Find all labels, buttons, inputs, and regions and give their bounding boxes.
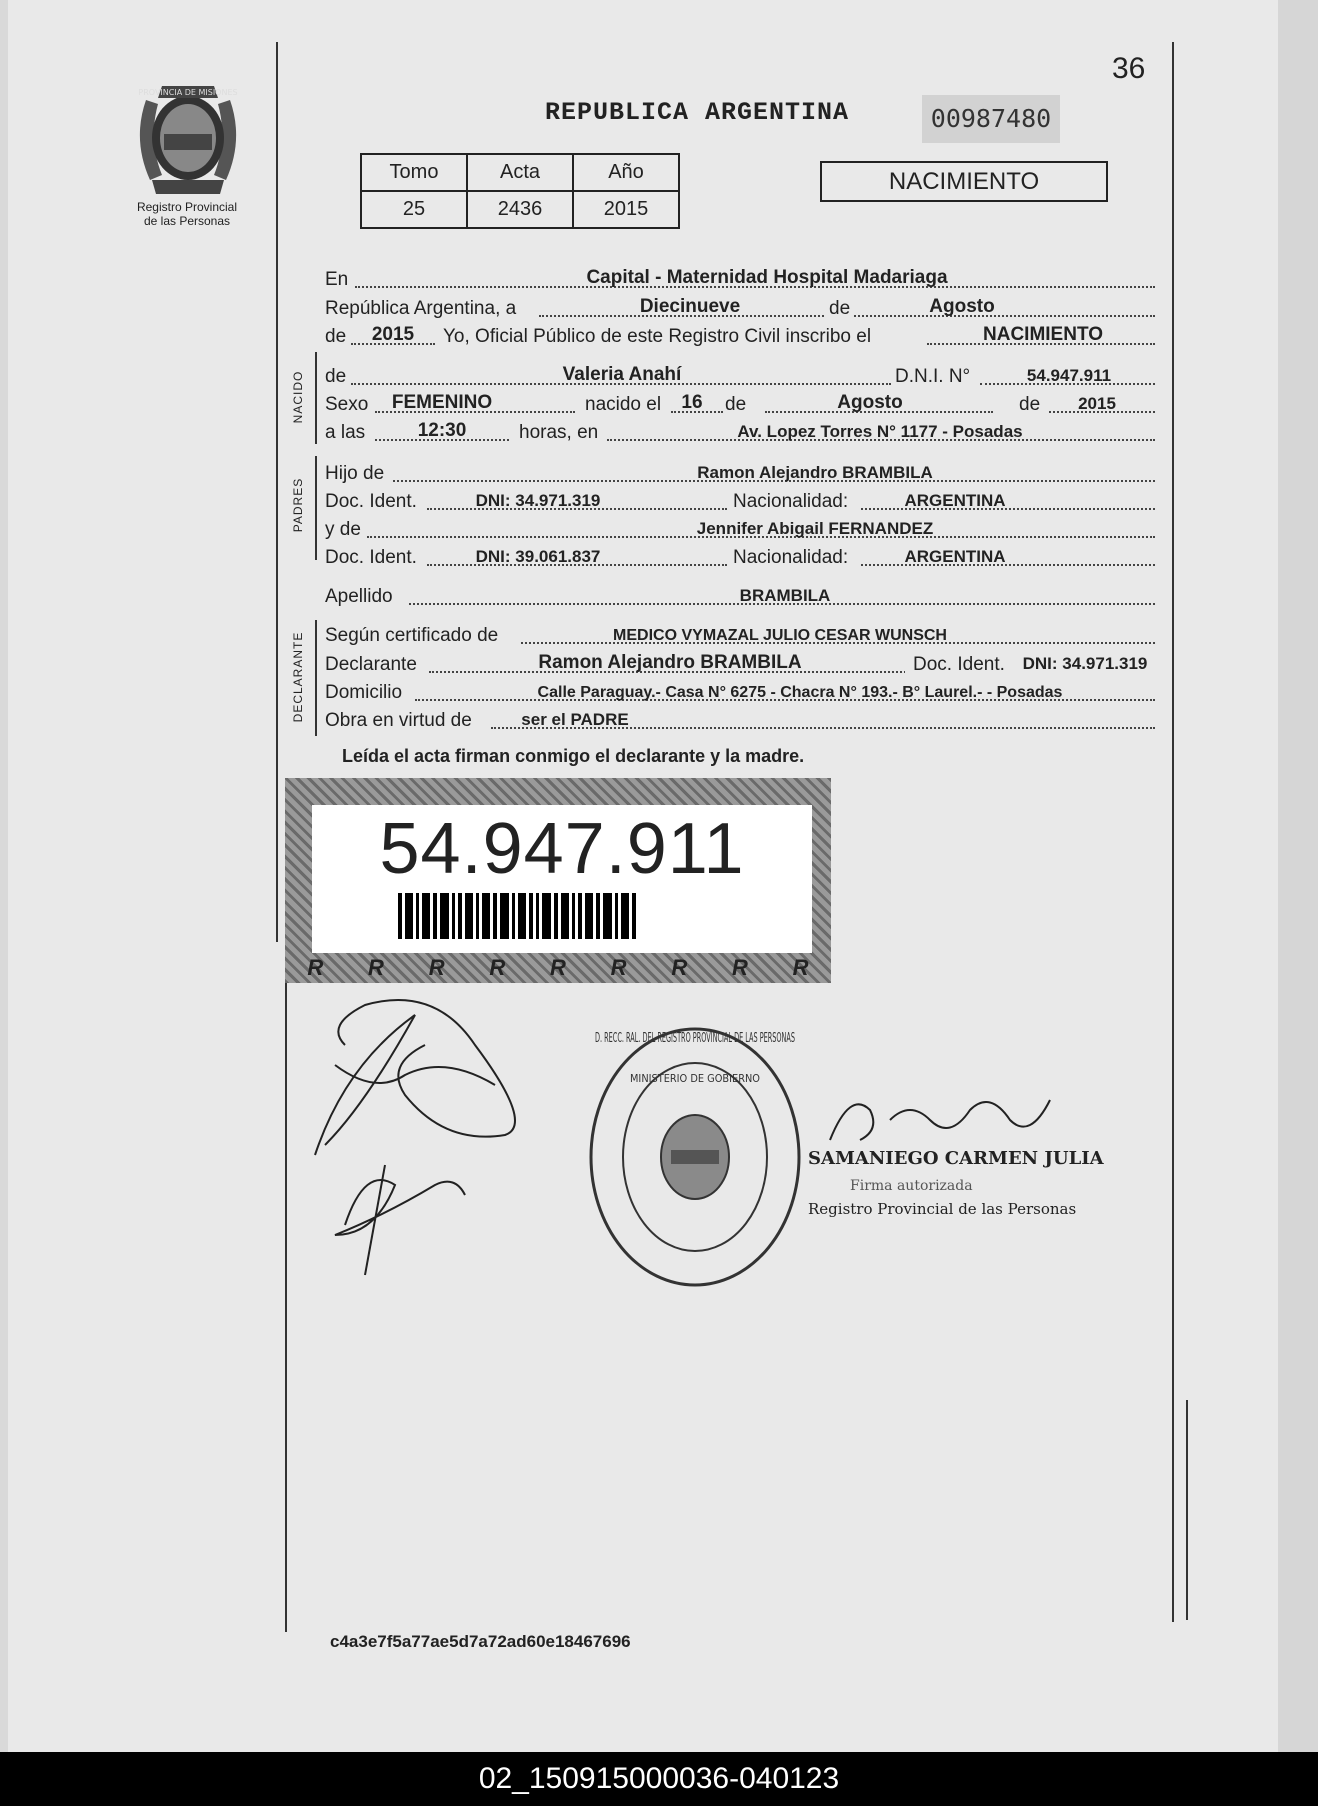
value-mother-doc: DNI: 39.061.837 bbox=[475, 547, 601, 566]
barcode-bar bbox=[500, 893, 509, 939]
row-nacido-time bbox=[325, 416, 1155, 446]
row-date bbox=[325, 292, 1155, 322]
logo-caption bbox=[112, 200, 262, 228]
pattern-letter: R bbox=[792, 955, 809, 980]
row-apellido bbox=[325, 580, 1155, 610]
logo-ring-text: PROVINCIA DE MISIONES bbox=[138, 88, 238, 97]
country-title: REPUBLICA ARGENTINA bbox=[545, 98, 850, 127]
row-father bbox=[325, 457, 1155, 487]
row-place bbox=[325, 263, 1155, 293]
label-nacido-de: de bbox=[325, 366, 347, 387]
row-declarante bbox=[325, 648, 1155, 678]
value-sexo: FEMENINO bbox=[391, 392, 493, 413]
barcode-bar bbox=[476, 893, 479, 939]
barcode-bar bbox=[536, 893, 539, 939]
label-domicilio: Domicilio bbox=[325, 682, 403, 703]
barcode-bar bbox=[529, 893, 533, 939]
ref-value-tomo: 25 bbox=[361, 191, 467, 228]
official-stamp-icon bbox=[585, 1022, 805, 1292]
label-segun-certificado: Según certificado de bbox=[325, 625, 499, 646]
row-nacido-name bbox=[325, 360, 1155, 390]
barcode-bar bbox=[561, 893, 569, 939]
section-label-padres: PADRES bbox=[291, 477, 305, 533]
label-de-1: de bbox=[825, 298, 854, 320]
value-birth-time: 12:30 bbox=[417, 420, 467, 441]
barcode-bar bbox=[542, 893, 551, 939]
signature-authorized-icon bbox=[810, 1080, 1070, 1150]
barcode-bar bbox=[422, 893, 430, 939]
label-de-2: de bbox=[325, 326, 347, 347]
padres-divider bbox=[315, 456, 317, 560]
signer-role: Firma autorizada bbox=[850, 1178, 973, 1194]
label-nacido-el: nacido el bbox=[585, 394, 662, 415]
pattern-letter: R bbox=[428, 955, 445, 980]
barcode-bar bbox=[585, 893, 593, 939]
file-identifier-footer: 02_150915000036-040123 bbox=[0, 1752, 1318, 1806]
barcode-bar bbox=[596, 893, 600, 939]
barcode-bar bbox=[578, 893, 582, 939]
barcode-bar bbox=[615, 893, 618, 939]
value-day: Diecinueve bbox=[639, 296, 741, 317]
label-y-de: y de bbox=[325, 519, 361, 540]
reference-table bbox=[360, 153, 680, 229]
pattern-letter: R bbox=[489, 955, 506, 980]
barcode-bar bbox=[416, 893, 419, 939]
barcode-bar bbox=[440, 893, 449, 939]
barcode-number: 54.947.911 bbox=[379, 809, 745, 889]
pattern-letter: R bbox=[671, 955, 688, 980]
label-en: En bbox=[325, 269, 349, 290]
value-domicilio: Calle Paraguay.- Casa N° 6275 - Chacra N° 193.- B° Laurel.- - Posadas bbox=[537, 684, 1063, 701]
ref-value-acta: 2436 bbox=[467, 191, 573, 228]
signer-name: SAMANIEGO CARMEN JULIA bbox=[808, 1148, 1104, 1169]
value-mother-nationality: ARGENTINA bbox=[904, 547, 1006, 566]
barcode-bar bbox=[572, 893, 575, 939]
label-nacido-de-2: de bbox=[725, 394, 747, 415]
value-certificate: MEDICO VYMAZAL JULIO CESAR WUNSCH bbox=[613, 627, 947, 644]
ref-header-acta: Acta bbox=[467, 154, 573, 191]
value-dni: 54.947.911 bbox=[1026, 366, 1112, 385]
value-record-type: NACIMIENTO bbox=[983, 324, 1103, 345]
value-month: Agosto bbox=[929, 296, 995, 317]
value-declarante-doc: DNI: 34.971.319 bbox=[1022, 654, 1148, 673]
barcode-bar bbox=[632, 893, 636, 939]
ref-header-ano: Año bbox=[573, 154, 679, 191]
barcode-bar bbox=[482, 893, 490, 939]
barcode-bar bbox=[554, 893, 558, 939]
row-father-doc bbox=[325, 485, 1155, 515]
section-label-declarante: DECLARANTE bbox=[291, 631, 305, 723]
value-birth-day: 16 bbox=[681, 392, 703, 413]
barcode-bar bbox=[603, 893, 612, 939]
label-declarante-doc: Doc. Ident. bbox=[905, 654, 1005, 676]
row-mother-doc bbox=[325, 541, 1155, 571]
value-father-nationality: ARGENTINA bbox=[904, 491, 1006, 510]
pattern-letter: R bbox=[731, 955, 748, 980]
province-seal-icon bbox=[132, 80, 244, 198]
barcode-bar bbox=[493, 893, 497, 939]
signature-officer-icon bbox=[305, 985, 545, 1275]
barcode-bar bbox=[621, 893, 629, 939]
label-nacionalidad-1: Nacionalidad: bbox=[733, 491, 849, 512]
value-place: Capital - Maternidad Hospital Madariaga bbox=[586, 267, 948, 288]
label-horas-en: horas, en bbox=[519, 422, 599, 443]
label-doc-ident-2: Doc. Ident. bbox=[325, 547, 417, 568]
barcode-bar bbox=[405, 893, 413, 939]
barcode-bar bbox=[398, 893, 402, 939]
value-year: 2015 bbox=[371, 324, 415, 345]
value-father-name: Ramon Alejandro BRAMBILA bbox=[697, 463, 933, 482]
value-birth-year: 2015 bbox=[1078, 394, 1116, 413]
value-father-doc: DNI: 34.971.319 bbox=[475, 491, 601, 510]
label-a-las: a las bbox=[325, 422, 366, 443]
pattern-letter: R bbox=[610, 955, 627, 980]
ref-value-ano: 2015 bbox=[573, 191, 679, 228]
right-margin-line bbox=[1172, 42, 1174, 1622]
label-officer: Yo, Oficial Público de este Registro Civil inscribo el bbox=[443, 326, 872, 347]
document-hash: c4a3e7f5a77ae5d7a72ad60e18467696 bbox=[330, 1632, 631, 1651]
label-dni: D.N.I. N° bbox=[895, 366, 971, 387]
row-mother bbox=[325, 513, 1155, 543]
declarante-divider bbox=[315, 620, 317, 736]
value-birth-month: Agosto bbox=[837, 392, 903, 413]
label-sexo: Sexo bbox=[325, 394, 369, 415]
nacido-divider bbox=[315, 352, 317, 444]
label-republica: República Argentina, a bbox=[325, 298, 517, 319]
barcode-bar bbox=[458, 893, 462, 939]
pattern-letter: R bbox=[368, 955, 384, 980]
signer-organization: Registro Provincial de las Personas bbox=[808, 1200, 1077, 1218]
row-domicilio bbox=[325, 676, 1155, 706]
barcode-bar bbox=[452, 893, 455, 939]
barcode-bar bbox=[433, 893, 437, 939]
serial-number: 00987480 bbox=[922, 95, 1060, 143]
row-obra bbox=[325, 704, 1155, 734]
right-margin-line-lower bbox=[1186, 1400, 1188, 1620]
row-certificate bbox=[325, 619, 1155, 649]
value-nacido-name: Valeria Anahí bbox=[562, 364, 682, 385]
page-number: 36 bbox=[1112, 52, 1146, 85]
label-nacionalidad-2: Nacionalidad: bbox=[733, 547, 849, 568]
label-declarante: Declarante bbox=[325, 654, 417, 675]
barcode-pattern-strip bbox=[285, 953, 831, 983]
row-year bbox=[325, 320, 1155, 350]
ref-header-tomo: Tomo bbox=[361, 154, 467, 191]
section-label-nacido: NACIDO bbox=[291, 370, 305, 424]
logo-caption-line2: de las Personas bbox=[143, 214, 231, 228]
record-type-box: NACIMIENTO bbox=[820, 161, 1108, 202]
value-mother-name: Jennifer Abigail FERNANDEZ bbox=[696, 519, 934, 538]
label-obra: Obra en virtud de bbox=[325, 710, 472, 731]
logo-caption-line1: Registro Provincial bbox=[136, 200, 238, 214]
scan-edge bbox=[1278, 0, 1318, 1752]
label-nacido-de-3: de bbox=[1019, 394, 1041, 415]
value-birth-address: Av. Lopez Torres N° 1177 - Posadas bbox=[737, 422, 1023, 441]
pattern-letter: R bbox=[550, 955, 566, 980]
label-doc-ident-1: Doc. Ident. bbox=[325, 491, 417, 512]
value-apellido: BRAMBILA bbox=[739, 586, 831, 605]
stamp-inner-text: MINISTERIO DE GOBIERNO bbox=[630, 1072, 761, 1085]
closing-statement: Leída el acta firman conmigo el declarante y la madre. bbox=[342, 746, 805, 766]
stamp-ring-text: D. RECC. RAL. DEL REGISTRO PROVINCIAL DE LAS PERSONAS bbox=[595, 1031, 795, 1046]
value-obra: ser el PADRE bbox=[521, 710, 629, 729]
label-hijo-de: Hijo de bbox=[325, 463, 385, 484]
barcode-bar bbox=[518, 893, 526, 939]
left-margin-line bbox=[276, 42, 278, 942]
value-declarante-name: Ramon Alejandro BRAMBILA bbox=[538, 652, 802, 673]
barcode-bar bbox=[512, 893, 515, 939]
pattern-letter: R bbox=[307, 955, 324, 980]
barcode-bars bbox=[398, 893, 728, 939]
left-margin-line-lower bbox=[285, 942, 287, 1632]
barcode-bar bbox=[465, 893, 473, 939]
row-nacido-sex bbox=[325, 388, 1155, 418]
label-apellido: Apellido bbox=[325, 586, 393, 607]
